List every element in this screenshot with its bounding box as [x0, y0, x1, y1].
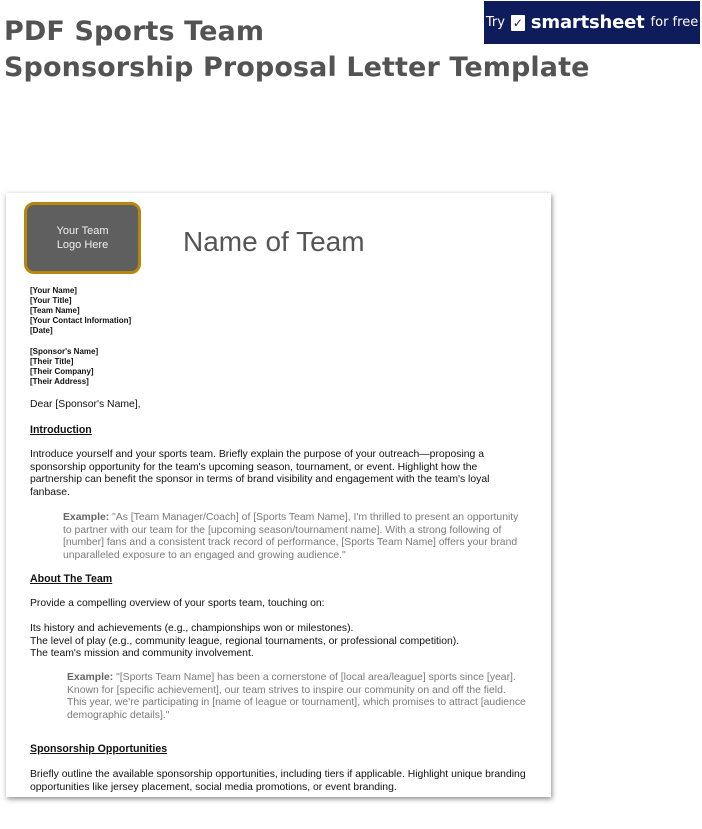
sender-block: [30, 286, 131, 336]
recipient-line: [Their Title]: [30, 357, 74, 366]
sender-line: [Team Name]: [30, 306, 80, 315]
sender-line: [Date]: [30, 326, 53, 335]
logo-text-line-2: Logo Here: [56, 239, 109, 251]
logo-text-line-1: Your Team: [56, 225, 109, 237]
team-logo-placeholder: [24, 202, 141, 274]
example-text: "[Sports Team Name] has been a cornerstone of [local area/league] sports since [year]. Known for [specific achievement], our team strives to inspire our community on and off the field. This year, we're participating in [name of league or tournament], which promises to attract [audience demographic details].": [67, 672, 526, 721]
sender-line: [Your Name]: [30, 286, 77, 295]
example-label: Example:: [67, 672, 114, 683]
about-point: The team's mission and community involvement.: [30, 648, 254, 659]
cta-try-label: Try: [485, 15, 505, 30]
about-team-example: [67, 672, 527, 722]
salutation: Dear [Sponsor's Name],: [30, 399, 141, 410]
recipient-line: [Their Company]: [30, 367, 94, 376]
try-smartsheet-button[interactable]: [484, 1, 700, 44]
about-team-heading: About The Team: [30, 573, 113, 585]
cta-suffix-label: for free: [650, 15, 699, 30]
sponsorship-opportunities-heading: Sponsorship Opportunities: [30, 743, 168, 755]
sender-line: [Your Contact Information]: [30, 316, 132, 325]
recipient-line: [Sponsor's Name]: [30, 347, 99, 356]
team-name-heading: Name of Team: [183, 226, 365, 257]
introduction-heading: Introduction: [30, 424, 92, 436]
page-title-line-1: PDF Sports Team: [4, 16, 265, 47]
example-label: Example:: [63, 512, 110, 523]
sponsorship-opportunities-body: Briefly outline the available sponsorship opportunities, including tiers if applicable. Highlight unique branding opportunities like jersey placement, social media promotions, or event branding.: [30, 769, 526, 793]
introduction-body: Introduce yourself and your sports team. Briefly explain the purpose of your outreach—proposing a sponsorship opportunity for the team's upcoming season, tournament, or event. Highlight how the partnership can benefit the sponsor in terms of brand visibility and engagement with the team's loyal fanbase.: [30, 449, 490, 498]
checkmark-icon: ✓: [512, 15, 523, 30]
introduction-example: [63, 512, 525, 562]
recipient-block: [30, 347, 98, 387]
about-team-points: [30, 623, 530, 661]
recipient-line: [Their Address]: [30, 377, 89, 386]
example-text: "As [Team Manager/Coach] of [Sports Team Name], I'm thrilled to present an opportunity to partner with our team for the [upcoming season/tournament name]. With a strong following of [number] fans and a consistent track record of performance, [Sports Team Name] offers your brand unparalleled exposure to an engaged and growing audience.": [63, 512, 519, 561]
document-preview: [6, 193, 551, 797]
about-point: Its history and achievements (e.g., championships won or milestones).: [30, 623, 354, 634]
sender-line: [Your Title]: [30, 296, 72, 305]
about-point: The level of play (e.g., community league, regional tournaments, or professional competition).: [30, 635, 460, 647]
page-title-line-2: Sponsorship Proposal Letter Template: [4, 52, 590, 83]
cta-brand-label: smartsheet: [530, 12, 645, 33]
about-team-intro: Provide a compelling overview of your sports team, touching on:: [30, 598, 325, 609]
